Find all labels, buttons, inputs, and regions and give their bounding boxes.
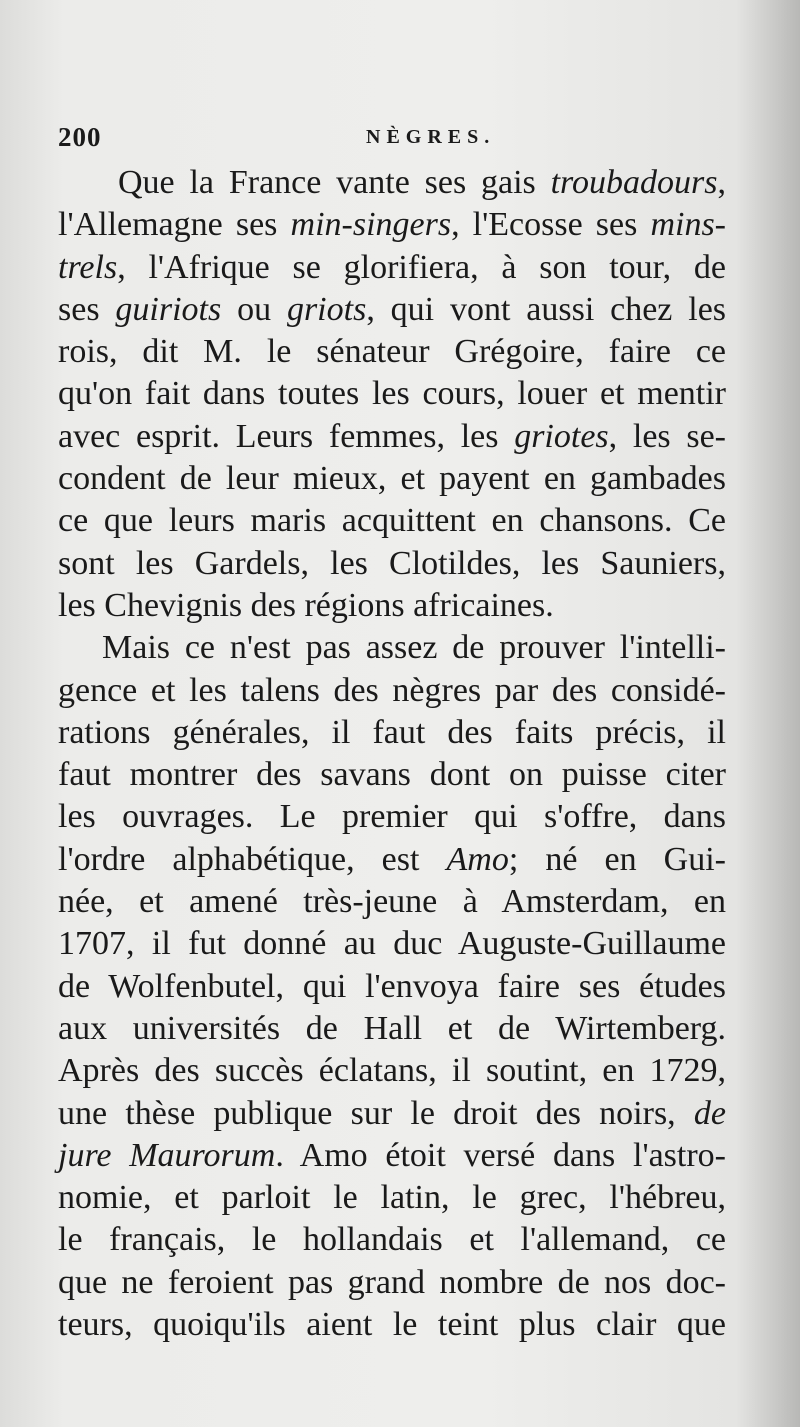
text-run: . Amo étoit versé dans l'astro- [275, 1136, 726, 1174]
text-line [58, 796, 726, 838]
text-run: 1707, il fut donné au duc Auguste-Guillaume [58, 925, 726, 963]
text-run: ou [221, 290, 287, 328]
italic-text: min-singers [290, 206, 452, 244]
italic-text: mins- [650, 206, 726, 244]
text-line [58, 1008, 726, 1050]
page-number: 200 [58, 122, 102, 152]
text-run: , qui vont aussi chez les [366, 290, 727, 328]
text-line [58, 289, 726, 331]
text-run: condent de leur mieux, et payent en gambades [58, 460, 726, 498]
text-line [58, 670, 726, 712]
text-run: aux universités de Hall et de Wirtemberg. [58, 1009, 726, 1047]
text-run: teurs, quoiqu'ils aient le teint plus clair que [58, 1306, 726, 1344]
text-run: ; né en Gui- [508, 840, 726, 878]
page-header [58, 122, 758, 162]
text-run: qu'on fait dans toutes les cours, louer et mentir [58, 375, 726, 413]
italic-text: trels [58, 248, 118, 286]
text-run: , l'Ecosse ses [451, 206, 651, 244]
text-line [58, 881, 726, 923]
text-line [58, 458, 726, 500]
text-run: , l'Afrique se glorifiera, à son tour, de [117, 248, 726, 286]
text-run: que ne feroient pas grand nombre de nos doc- [58, 1263, 726, 1301]
text-line [58, 1050, 726, 1092]
text-line [58, 966, 726, 1008]
text-line [58, 1135, 726, 1177]
text-line [58, 712, 726, 754]
text-line [58, 416, 726, 458]
body-text [58, 162, 726, 1346]
italic-text: griotes [514, 417, 609, 455]
text-run: , [717, 164, 726, 201]
text-run: ce que leurs maris acquittent en chansons. Ce [58, 502, 726, 540]
text-run: , les se- [608, 417, 726, 455]
running-head: NÈGRES. [366, 126, 496, 148]
text-run: nomie, et parloit le latin, le grec, l'hébreu, [58, 1179, 726, 1217]
text-line [58, 1093, 726, 1135]
text-run: les Chevignis des régions africaines. [58, 586, 554, 624]
text-line [58, 923, 726, 965]
text-run: rois, dit M. le sénateur Grégoire, faire ce [58, 333, 726, 371]
text-line [58, 1219, 726, 1261]
text-line [58, 204, 726, 246]
italic-text: jure Maurorum [58, 1136, 276, 1174]
text-line [58, 1177, 726, 1219]
italic-text: griots [286, 290, 367, 328]
text-line [58, 500, 726, 542]
text-run: rations générales, il faut des faits précis, il [58, 713, 726, 751]
text-line [58, 754, 726, 796]
text-run: l'Allemagne ses [58, 206, 291, 244]
text-line [58, 1304, 726, 1346]
text-line [58, 373, 726, 415]
text-run: Après des succès éclatans, il soutint, en 1729, [58, 1052, 726, 1090]
text-run: ses [58, 290, 116, 328]
text-line [58, 1262, 726, 1304]
text-run: faut montrer des savans dont on puisse citer [58, 756, 726, 794]
text-run: une thèse publique sur le droit des noirs, [58, 1094, 694, 1132]
text-run: le français, le hollandais et l'allemand, ce [58, 1221, 726, 1259]
text-run: l'ordre alphabétique, est [58, 840, 447, 878]
text-line [58, 839, 726, 881]
text-run: Que la France vante ses gais [118, 164, 551, 201]
text-run: Mais ce n'est pas assez de prouver l'intelli- [102, 629, 726, 667]
text-line [58, 247, 726, 289]
text-line [58, 162, 726, 204]
italic-text: guiriots [115, 290, 222, 328]
text-line [58, 543, 726, 585]
text-run: de Wolfenbutel, qui l'envoya faire ses études [58, 967, 726, 1005]
text-run: les ouvrages. Le premier qui s'offre, dans [58, 798, 726, 836]
text-run: gence et les talens des nègres par des considé- [58, 671, 726, 709]
text-line [58, 585, 726, 627]
text-line [58, 627, 726, 669]
italic-text: Amo [446, 840, 509, 878]
text-run: née, et amené très-jeune à Amsterdam, en [58, 883, 726, 921]
italic-text: troubadours [550, 164, 718, 201]
italic-text: de [693, 1094, 726, 1132]
text-run: sont les Gardels, les Clotildes, les Sauniers, [58, 544, 726, 582]
text-line [58, 331, 726, 373]
text-run: avec esprit. Leurs femmes, les [58, 417, 515, 455]
